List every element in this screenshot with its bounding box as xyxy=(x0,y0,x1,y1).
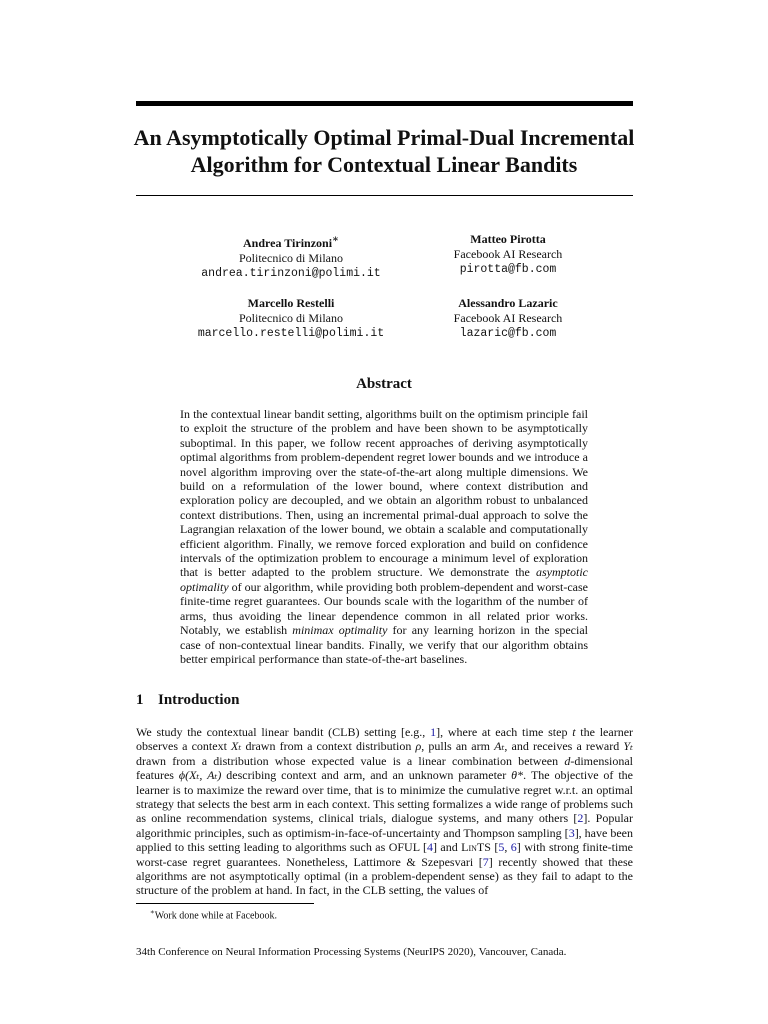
algorithm-name: LinTS xyxy=(461,840,491,855)
citation-link[interactable]: 2 xyxy=(577,811,584,826)
abstract-text: In the contextual linear bandit setting, algorithms built on the optimism principle fail to exploit the structure of the problem and have been shown to be asymptotically suboptimal. In this paper, we follow recent approaches of deriving asymptotically optimal algorithms from problem-dependent regret lower bounds and we introduce a novel algorithm improving over the state-of-the-art along multiple dimensions. We build on a reformulation of the lower bound, where context distribution and exploration policy are decoupled, and we obtain an algorithm robust to unbalanced context distributions. Then, using an incremental primal-dual approach to solve the Lagrangian relaxation of the lower bound, we obtain a scalable and computationally efficient algorithm. Finally, we remove forced exploration and build on confidence intervals of the optimization problem to encourage a minimum level of exploration that is better adapted to the problem structure. We demonstrate the asymptotic optimality of our algorithm, while providing both problem-dependent and worst-case finite-time regret guarantees. Our bounds scale with the logarithm of the number of arms, thus avoiding the linear dependence common in all related prior works. Notably, we establish minimax optimality for any learning horizon in the special case of non-contextual linear bandits. Finally, we verify that our algorithm obtains better empirical performance than state-of-the-art baselines. xyxy=(180,407,588,666)
citation-link[interactable]: 5 xyxy=(498,840,505,855)
footnote-rule xyxy=(136,903,314,904)
intro-paragraph: We study the contextual linear bandit (CLB) setting [e.g., 1], where at each time step t the learner observes a context Xₜ drawn from a context distribution ρ, pulls an arm Aₜ, and receives a reward Yₜ drawn from a distribution whose expected value is a linear combination between d-dimensional features ϕ(Xₜ, Aₜ) describing context and arm, and an unknown parameter θ*. The objective of the learner is to maximize the reward over time, that is to minimize the cumulative regret w.r.t. an optimal strategy that selects the best arm in each context. This setting formalizes a wide range of problems such as online recommendation systems, clinical trials, dialogue systems, and many others [2]. Popular algorithmic principles, such as optimism-in-face-of-uncertainty and Thompson sampling [3], have been applied to this setting leading to algorithms such as OFUL [4] and LinTS [5, 6] with strong finite-time worst-case regret guarantees. Nonetheless, Lattimore & Szepesvari [7] recently showed that these algorithms are not asymptotically optimal (in a problem-dependent sense) as they fail to adapt to the structure of the problem at hand. In fact, in the CLB setting, the values of xyxy=(136,725,634,898)
author-block xyxy=(171,296,411,341)
citation-link[interactable]: 1 xyxy=(430,725,437,739)
footnote: ∗Work done while at Facebook. xyxy=(150,908,277,922)
author-block xyxy=(388,232,628,277)
author-block xyxy=(388,296,628,341)
author-email: pirotta@fb.com xyxy=(459,263,557,276)
author-email: marcello.restelli@polimi.it xyxy=(197,327,385,340)
conference-notice: 34th Conference on Neural Information Processing Systems (NeurIPS 2020), Vancouver, Canada. xyxy=(136,946,567,958)
author-name: Andrea Tirinzoni∗ xyxy=(243,234,339,250)
section-title: Introduction xyxy=(158,692,240,708)
citation-link[interactable]: 7 xyxy=(482,854,489,869)
author-affiliation: Politecnico di Milano xyxy=(239,311,343,325)
section-heading xyxy=(136,692,239,709)
title-top-rule xyxy=(136,101,633,106)
title-bottom-rule xyxy=(136,195,633,196)
author-affiliation: Facebook AI Research xyxy=(453,247,563,261)
author-email: andrea.tirinzoni@polimi.it xyxy=(201,267,381,280)
citation-link[interactable]: 3 xyxy=(568,825,575,840)
author-block xyxy=(171,232,411,281)
author-name: Matteo Pirotta xyxy=(470,232,546,246)
abstract-heading: Abstract xyxy=(356,376,412,392)
emphasis: minimax optimality xyxy=(292,623,388,638)
footnote-mark: ∗ xyxy=(332,234,339,245)
author-name: Marcello Restelli xyxy=(247,296,335,310)
author-affiliation: Facebook AI Research xyxy=(453,311,563,325)
author-name: Alessandro Lazaric xyxy=(458,296,558,310)
author-affiliation: Politecnico di Milano xyxy=(239,251,343,265)
paper-title: An Asymptotically Optimal Primal-Dual Incremental Algorithm for Contextual Linear Bandits xyxy=(133,125,635,177)
section-number: 1 xyxy=(136,692,144,708)
citation-link[interactable]: 4 xyxy=(427,840,433,855)
author-email: lazaric@fb.com xyxy=(459,327,557,340)
citation-link[interactable]: 6 xyxy=(510,840,517,855)
emphasis: asymptotic optimality xyxy=(180,565,588,594)
